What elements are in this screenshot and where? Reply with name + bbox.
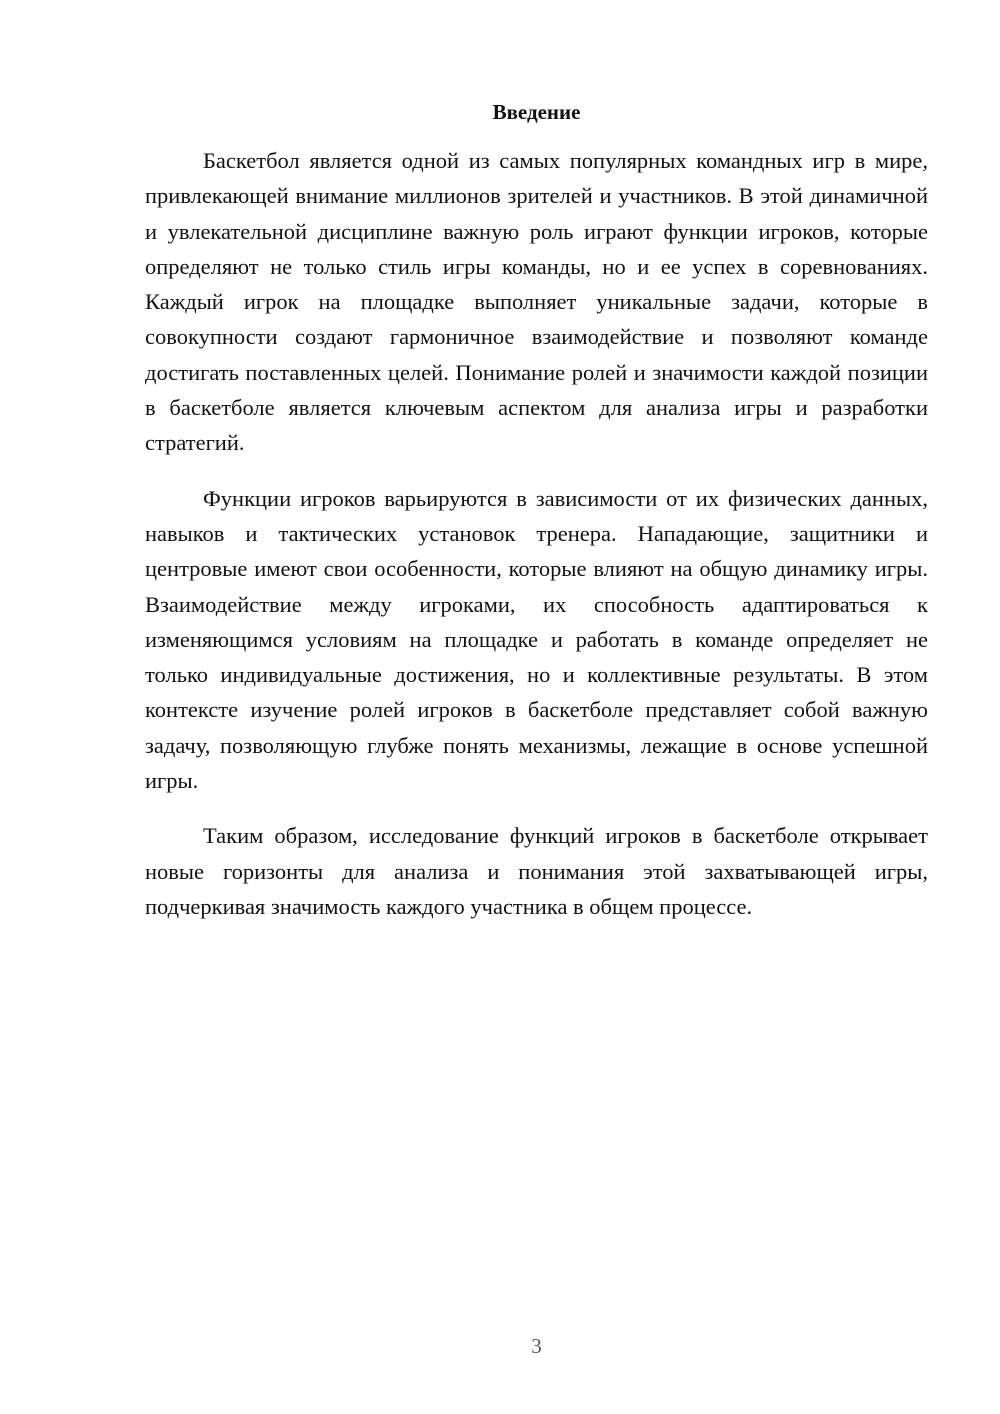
paragraph-3: Таким образом, исследование функций игроков в баскетболе открывает новые горизонты для анализа и понимания этой захватывающей игры, подчеркивая значимость каждого участника в общем процессе. [145,823,928,919]
paragraph-1: Баскетбол является одной из самых популярных командных игр в мире, привлекающей внимание миллионов зрителей и участников. В этой динамичной и увлекательной дисциплине важную роль играют функции игроков, которые определяют не только стиль игры команды, но и ее успех в соревнованиях. Каждый игрок на площадке выполняет уникальные задачи, которые в совокупности создают гармоничное взаимодействие и позволяют команде достигать поставленных целей. Понимание ролей и значимости каждой позиции в баскетболе является ключевым аспектом для анализа игры и разработки стратегий. [145,148,928,456]
document-body [145,143,928,944]
section-heading: Введение [492,100,581,124]
paragraph-2: Функции игроков варьируются в зависимости от их физических данных, навыков и тактических установок тренера. Нападающие, защитники и центровые имеют свои особенности, которые влияют на общую динамику игры. Взаимодействие между игроками, их способность адаптироваться к изменяющимся условиям на площадке и работать в команде определяет не только индивидуальные достижения, но и коллективные результаты. В этом контексте изучение ролей игроков в баскетболе представляет собой важную задачу, позволяющую глубже понять механизмы, лежащие в основе успешной игры. [145,485,928,794]
page-number: 3 [531,1334,542,1358]
